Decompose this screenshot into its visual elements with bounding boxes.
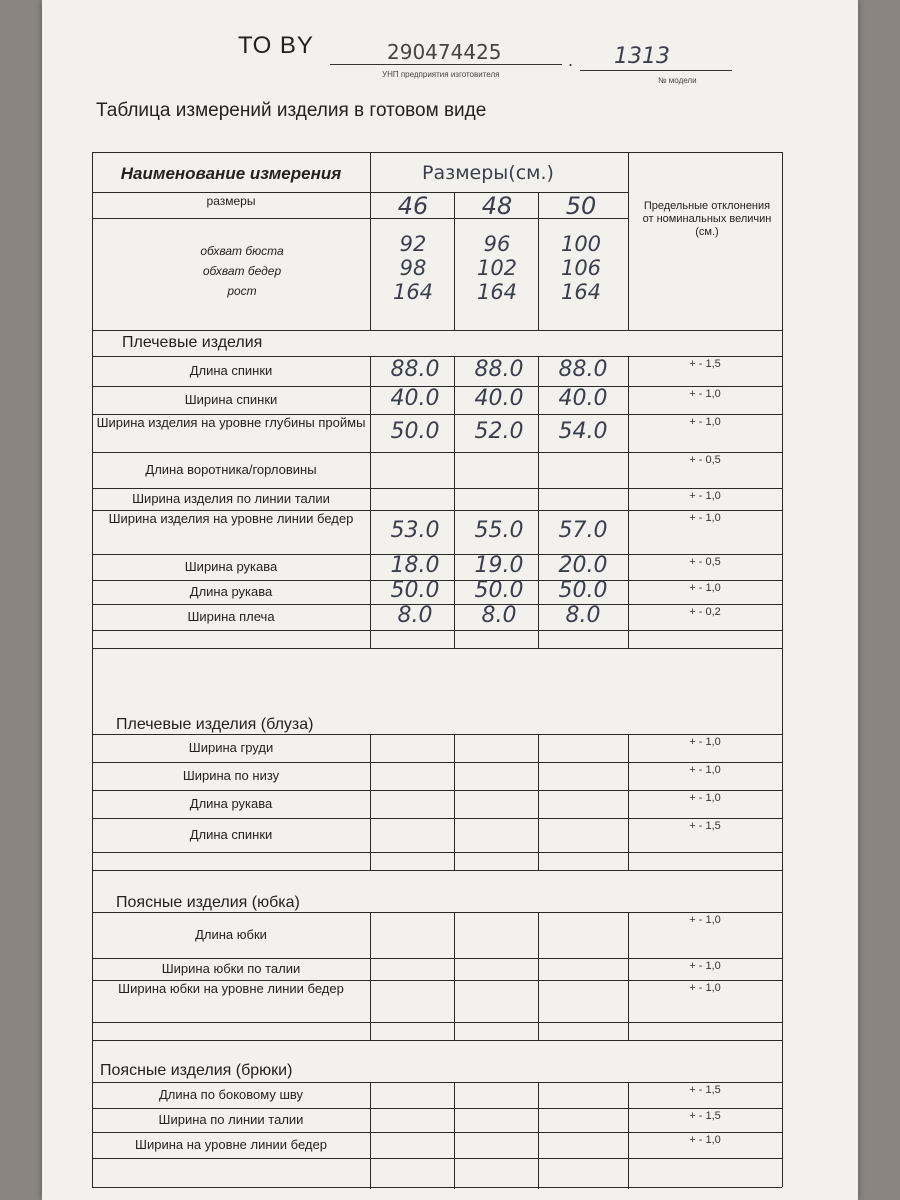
row-value: 8.0 (481, 603, 517, 628)
row-name: Ширина груди (188, 740, 274, 755)
table-hline (92, 648, 782, 649)
body-value: 96 (483, 232, 511, 256)
row-name: Длина спинки (189, 827, 273, 842)
body-value: 92 (399, 232, 427, 256)
table-hline (92, 958, 782, 959)
body-value: 164 (392, 280, 434, 304)
table-vline (628, 152, 629, 330)
table-vline (454, 192, 455, 330)
section-title: Поясные изделия (брюки) (100, 1062, 293, 1079)
table-vline (628, 356, 629, 648)
table-vline (782, 152, 783, 1187)
unp-caption: УНП предприятия изготовителя (382, 70, 500, 79)
table-hline (92, 330, 782, 331)
table-hline (92, 912, 782, 913)
row-name: Длина рукава (189, 796, 273, 811)
table-vline (538, 1082, 539, 1189)
section-title: Плечевые изделия (блуза) (116, 716, 314, 733)
row-value: 20.0 (558, 553, 608, 578)
row-tolerance: + - 1,0 (689, 960, 721, 972)
row-value: 19.0 (474, 553, 524, 578)
table-hline (92, 1158, 782, 1159)
row-name: Ширина спинки (184, 392, 278, 407)
table-hline (92, 1108, 782, 1109)
body-label-0: обхват бюста (200, 244, 284, 258)
row-name: Ширина изделия по линии талии (132, 491, 330, 506)
row-name: Ширина рукава (184, 559, 278, 574)
row-name: Ширина по линии талии (158, 1112, 304, 1127)
size-46: 46 (397, 192, 429, 220)
row-name: Ширина изделия на уровне линии бедер (108, 511, 354, 526)
row-tolerance: + - 1,0 (689, 1134, 721, 1146)
section-title: Поясные изделия (юбка) (116, 894, 300, 911)
row-name: Ширина изделия на уровне глубины проймы (96, 415, 366, 430)
unp-value: 290474425 (387, 40, 502, 64)
body-value: 98 (399, 256, 427, 280)
table-vline (370, 912, 371, 1040)
table-vline (454, 912, 455, 1040)
row-value: 52.0 (474, 419, 524, 444)
row-name: Длина спинки (189, 363, 273, 378)
row-value: 88.0 (474, 357, 524, 382)
row-value: 55.0 (474, 518, 524, 543)
body-value: 106 (560, 256, 602, 280)
table-hline (92, 734, 782, 735)
table-vline (538, 192, 539, 330)
table-hline (92, 630, 782, 631)
table-vline (628, 1082, 629, 1189)
section-title: Плечевые изделия (122, 334, 263, 351)
row-value: 8.0 (397, 603, 433, 628)
table-hline (92, 1040, 782, 1041)
table-vline (628, 734, 629, 870)
row-name: Ширина по низу (182, 768, 280, 783)
table-hline (92, 1082, 782, 1083)
sizes-row-label: размеры (206, 194, 256, 208)
body-value: 102 (476, 256, 518, 280)
size-48: 48 (481, 192, 513, 220)
model-caption: № модели (658, 76, 697, 85)
row-tolerance: + - 1,5 (689, 820, 721, 832)
table-vline (454, 1082, 455, 1189)
table-vline (538, 912, 539, 1040)
row-tolerance: + - 0,2 (689, 606, 721, 618)
header-separator: . (568, 50, 574, 70)
table-hline (92, 762, 782, 763)
row-tolerance: + - 0,5 (689, 556, 721, 568)
row-tolerance: + - 0,5 (689, 454, 721, 466)
row-tolerance: + - 1,0 (689, 736, 721, 748)
row-value: 50.0 (558, 578, 608, 603)
table-vline (370, 356, 371, 648)
body-value: 164 (560, 280, 602, 304)
row-name: Длина юбки (195, 927, 267, 942)
row-value: 54.0 (558, 419, 608, 444)
row-name: Длина рукава (189, 584, 273, 599)
row-value: 50.0 (390, 419, 440, 444)
table-vline (538, 734, 539, 870)
table-hline (92, 852, 782, 853)
table-vline (538, 356, 539, 648)
row-value: 40.0 (558, 386, 608, 411)
table-hline (92, 1132, 782, 1133)
table-hline (92, 1187, 782, 1188)
table-vline (628, 912, 629, 1040)
table-vline (454, 356, 455, 648)
row-name: Ширина юбки по талии (161, 961, 301, 976)
row-value: 40.0 (390, 386, 440, 411)
table-vline (370, 152, 371, 330)
row-value: 57.0 (558, 518, 608, 543)
header-label: ТО BY (238, 32, 314, 59)
table-hline (92, 1022, 782, 1023)
row-tolerance: + - 1,5 (689, 358, 721, 370)
row-value: 88.0 (390, 357, 440, 382)
model-value: 1313 (614, 44, 670, 69)
row-value: 50.0 (390, 578, 440, 603)
measurement-name-header: Наименование измерения (120, 164, 342, 183)
row-tolerance: + - 1,0 (689, 490, 721, 502)
row-value: 18.0 (390, 553, 440, 578)
body-label-2: рост (227, 284, 257, 298)
measurement-table (92, 152, 782, 1187)
row-value: 88.0 (558, 357, 608, 382)
table-hline (92, 818, 782, 819)
row-tolerance: + - 1,0 (689, 764, 721, 776)
row-name: Длина воротника/горловины (145, 462, 317, 477)
row-name: Длина по боковому шву (158, 1087, 304, 1102)
row-value: 53.0 (390, 518, 440, 543)
row-tolerance: + - 1,0 (689, 416, 721, 428)
sizes-cm-header: Размеры(см.) (422, 162, 554, 184)
row-tolerance: + - 1,5 (689, 1084, 721, 1096)
row-name: Ширина юбки на уровне линии бедер (118, 981, 344, 996)
row-value: 50.0 (474, 578, 524, 603)
table-vline (92, 152, 93, 1187)
row-name: Ширина плеча (187, 609, 275, 624)
row-tolerance: + - 1,5 (689, 1110, 721, 1122)
row-tolerance: + - 1,0 (689, 982, 721, 994)
tolerance-header: Предельные отклонения от номинальных величин (см.) (642, 200, 772, 239)
table-vline (370, 1082, 371, 1189)
row-value: 8.0 (565, 603, 601, 628)
row-tolerance: + - 1,0 (689, 792, 721, 804)
body-value: 100 (560, 232, 602, 256)
table-vline (454, 734, 455, 870)
row-tolerance: + - 1,0 (689, 914, 721, 926)
row-value: 40.0 (474, 386, 524, 411)
table-hline (92, 452, 782, 453)
row-tolerance: + - 1,0 (689, 388, 721, 400)
body-value: 164 (476, 280, 518, 304)
body-label-1: обхват бедер (202, 264, 282, 278)
row-tolerance: + - 1,0 (689, 582, 721, 594)
row-name: Ширина на уровне линии бедер (135, 1137, 327, 1152)
table-hline (92, 488, 782, 489)
row-tolerance: + - 1,0 (689, 512, 721, 524)
table-hline (92, 152, 782, 153)
page-title: Таблица измерений изделия в готовом виде (96, 100, 487, 121)
size-50: 50 (565, 192, 597, 220)
table-hline (92, 870, 782, 871)
table-hline (92, 790, 782, 791)
table-vline (370, 734, 371, 870)
